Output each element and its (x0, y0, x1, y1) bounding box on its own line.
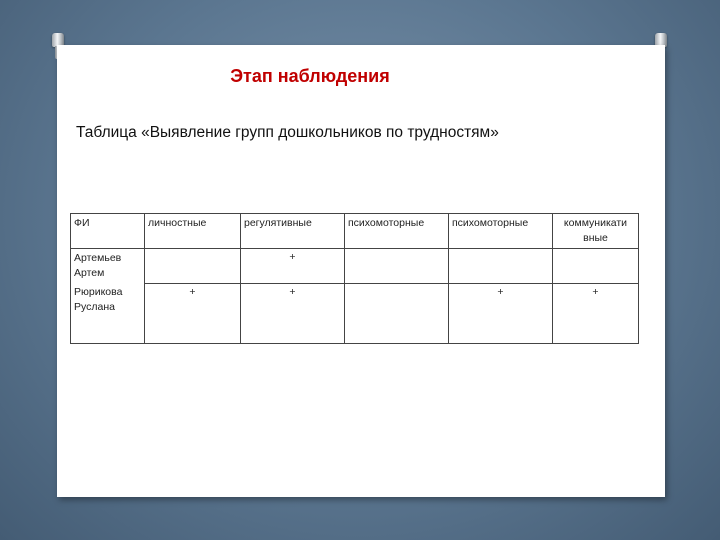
header-cell-psychomotor-1: психомоторные (345, 214, 449, 249)
header-cell-communicative (553, 214, 639, 249)
header-cell-psychomotor-2: психомоторные (449, 214, 553, 249)
difficulties-table (70, 213, 639, 344)
row-mark-communicative: + (553, 283, 639, 344)
table-header-row (71, 214, 639, 249)
row-name-line2: Руслана (74, 301, 115, 313)
slide-title: Этап наблюдения (230, 66, 390, 86)
row-mark-psychomotor-1 (345, 283, 449, 344)
row-mark-regulatory: + (241, 249, 345, 284)
row-mark-regulatory: + (241, 283, 345, 344)
row-mark-psychomotor-1 (345, 249, 449, 284)
row-mark-personal: + (145, 283, 241, 344)
row-name-line1: Рюрикова (74, 286, 123, 298)
header-communicative-line2: вные (583, 232, 608, 244)
header-cell-personal: личностные (145, 214, 241, 249)
table-caption: Таблица «Выявление групп дошкольников по трудностям» (76, 124, 499, 141)
row-mark-psychomotor-2: + (449, 283, 553, 344)
row-name-cell (71, 249, 145, 284)
row-mark-communicative (553, 249, 639, 284)
header-communicative-line1: коммуникати (563, 217, 628, 229)
header-cell-regulatory: регулятивные (241, 214, 345, 249)
row-name-line1: Артемьев (74, 252, 122, 264)
row-name-cell (71, 283, 145, 344)
row-mark-psychomotor-2 (449, 249, 553, 284)
row-name-line2: Артем (74, 267, 105, 279)
header-cell-name: ФИ (71, 214, 145, 249)
table-row (71, 249, 639, 284)
row-mark-personal (145, 249, 241, 284)
table-row (71, 283, 639, 344)
